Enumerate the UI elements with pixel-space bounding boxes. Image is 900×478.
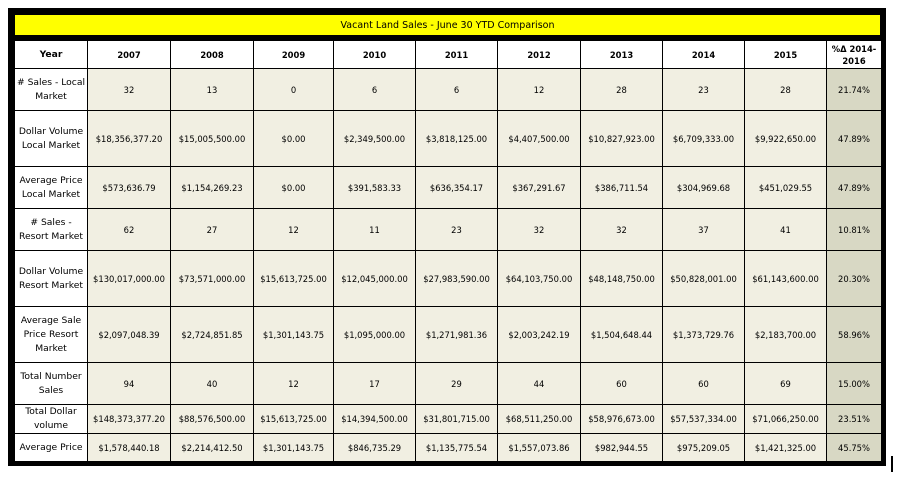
table-cell: $18,356,377.20 bbox=[88, 111, 171, 167]
year-header-2010: 2010 bbox=[334, 41, 416, 69]
table-cell: $1,557,073.86 bbox=[498, 434, 581, 462]
year-header-2008: 2008 bbox=[171, 41, 254, 69]
table-cell: 13 bbox=[171, 69, 254, 111]
table-cell: 32 bbox=[498, 209, 581, 251]
table-cell: 40 bbox=[171, 363, 254, 405]
table-cell: $88,576,500.00 bbox=[171, 405, 254, 434]
table-cell: 60 bbox=[581, 363, 663, 405]
table-title: Vacant Land Sales - June 30 YTD Comparison bbox=[14, 14, 881, 36]
table-cell: 11 bbox=[334, 209, 416, 251]
table-row bbox=[15, 363, 882, 405]
table-cell: $73,571,000.00 bbox=[171, 251, 254, 307]
table-cell: 12 bbox=[254, 209, 334, 251]
pct-change-cell: 23.51% bbox=[827, 405, 882, 434]
pct-change-cell: 15.00% bbox=[827, 363, 882, 405]
table-cell: 29 bbox=[416, 363, 498, 405]
table-cell: $68,511,250.00 bbox=[498, 405, 581, 434]
table-cell: 44 bbox=[498, 363, 581, 405]
table-cell: $4,407,500.00 bbox=[498, 111, 581, 167]
table-cell: $9,922,650.00 bbox=[745, 111, 827, 167]
table-cell: $367,291.67 bbox=[498, 167, 581, 209]
table-cell: $71,066,250.00 bbox=[745, 405, 827, 434]
year-header-2015: 2015 bbox=[745, 41, 827, 69]
table-cell: $1,271,981.36 bbox=[416, 307, 498, 363]
table-cell: $10,827,923.00 bbox=[581, 111, 663, 167]
table-cell: $61,143,600.00 bbox=[745, 251, 827, 307]
table-cell: $15,613,725.00 bbox=[254, 405, 334, 434]
table-cell: $14,394,500.00 bbox=[334, 405, 416, 434]
table-cell: $50,828,001.00 bbox=[663, 251, 745, 307]
table-cell: 32 bbox=[581, 209, 663, 251]
table-cell: $2,003,242.19 bbox=[498, 307, 581, 363]
table-cell: 0 bbox=[254, 69, 334, 111]
table-cell: 69 bbox=[745, 363, 827, 405]
table-cell: $451,029.55 bbox=[745, 167, 827, 209]
header-row bbox=[15, 41, 882, 69]
row-label: # Sales - Local Market bbox=[15, 69, 88, 111]
table-cell: 62 bbox=[88, 209, 171, 251]
pct-change-cell: 21.74% bbox=[827, 69, 882, 111]
year-header-2013: 2013 bbox=[581, 41, 663, 69]
table-cell: 32 bbox=[88, 69, 171, 111]
table-cell: $391,583.33 bbox=[334, 167, 416, 209]
table-cell: $1,095,000.00 bbox=[334, 307, 416, 363]
table-cell: $1,373,729.76 bbox=[663, 307, 745, 363]
table-row bbox=[15, 111, 882, 167]
table-cell: $3,818,125.00 bbox=[416, 111, 498, 167]
table-cell: $31,801,715.00 bbox=[416, 405, 498, 434]
year-header-2009: 2009 bbox=[254, 41, 334, 69]
table-cell: 6 bbox=[334, 69, 416, 111]
table-cell: 12 bbox=[498, 69, 581, 111]
table-row bbox=[15, 69, 882, 111]
table-cell: 23 bbox=[416, 209, 498, 251]
table-cell: $846,735.29 bbox=[334, 434, 416, 462]
table-cell: $2,214,412.50 bbox=[171, 434, 254, 462]
table-cell: 17 bbox=[334, 363, 416, 405]
table-cell: 41 bbox=[745, 209, 827, 251]
table-cell: $975,209.05 bbox=[663, 434, 745, 462]
pct-change-cell: 47.89% bbox=[827, 167, 882, 209]
row-label: Average Sale Price Resort Market bbox=[15, 307, 88, 363]
table-cell: $148,373,377.20 bbox=[88, 405, 171, 434]
table-cell: 94 bbox=[88, 363, 171, 405]
table-cell: $130,017,000.00 bbox=[88, 251, 171, 307]
table-row bbox=[15, 434, 882, 462]
table-cell: $0.00 bbox=[254, 111, 334, 167]
table-cell: $6,709,333.00 bbox=[663, 111, 745, 167]
year-header-2011: 2011 bbox=[416, 41, 498, 69]
table-cell: $2,097,048.39 bbox=[88, 307, 171, 363]
row-label: # Sales - Resort Market bbox=[15, 209, 88, 251]
table-cell: 23 bbox=[663, 69, 745, 111]
year-header-2007: 2007 bbox=[88, 41, 171, 69]
year-header-2014: 2014 bbox=[663, 41, 745, 69]
table-cell: $304,969.68 bbox=[663, 167, 745, 209]
table-cell: 6 bbox=[416, 69, 498, 111]
pct-change-header: %Δ 2014-2016 bbox=[827, 41, 882, 69]
table-cell: $15,005,500.00 bbox=[171, 111, 254, 167]
table-cell: $2,349,500.00 bbox=[334, 111, 416, 167]
table-row bbox=[15, 167, 882, 209]
table-cell: $1,504,648.44 bbox=[581, 307, 663, 363]
pct-change-cell: 45.75% bbox=[827, 434, 882, 462]
table-cell: $0.00 bbox=[254, 167, 334, 209]
pct-change-cell: 58.96% bbox=[827, 307, 882, 363]
table-cell: $636,354.17 bbox=[416, 167, 498, 209]
table-cell: $2,724,851.85 bbox=[171, 307, 254, 363]
row-label: Total Dollar volume bbox=[15, 405, 88, 434]
table-cell: $57,537,334.00 bbox=[663, 405, 745, 434]
table-cell: $1,301,143.75 bbox=[254, 307, 334, 363]
table-cell: $12,045,000.00 bbox=[334, 251, 416, 307]
row-label: Total Number Sales bbox=[15, 363, 88, 405]
table-cell: 27 bbox=[171, 209, 254, 251]
year-header-2012: 2012 bbox=[498, 41, 581, 69]
table-cell: $2,183,700.00 bbox=[745, 307, 827, 363]
row-label: Dollar Volume Resort Market bbox=[15, 251, 88, 307]
table-cell: $15,613,725.00 bbox=[254, 251, 334, 307]
row-label: Average Price Local Market bbox=[15, 167, 88, 209]
table-cell: $1,421,325.00 bbox=[745, 434, 827, 462]
table-cell: $386,711.54 bbox=[581, 167, 663, 209]
year-header: Year bbox=[15, 41, 88, 69]
table-cell: $48,148,750.00 bbox=[581, 251, 663, 307]
row-label: Dollar Volume Local Market bbox=[15, 111, 88, 167]
row-label: Average Price bbox=[15, 434, 88, 462]
table-cell: 37 bbox=[663, 209, 745, 251]
table-row bbox=[15, 209, 882, 251]
table-cell: $64,103,750.00 bbox=[498, 251, 581, 307]
table-row bbox=[15, 251, 882, 307]
table-cell: 12 bbox=[254, 363, 334, 405]
table-cell: $1,578,440.18 bbox=[88, 434, 171, 462]
table-cell: $982,944.55 bbox=[581, 434, 663, 462]
table-row bbox=[15, 405, 882, 434]
sales-table-frame bbox=[8, 8, 886, 466]
table-cell: $1,301,143.75 bbox=[254, 434, 334, 462]
pct-change-cell: 10.81% bbox=[827, 209, 882, 251]
table-cell: $1,154,269.23 bbox=[171, 167, 254, 209]
table-cell: 28 bbox=[745, 69, 827, 111]
text-cursor bbox=[891, 456, 893, 472]
sales-comparison-table bbox=[14, 40, 882, 462]
table-row bbox=[15, 307, 882, 363]
table-cell: $27,983,590.00 bbox=[416, 251, 498, 307]
table-cell: 28 bbox=[581, 69, 663, 111]
pct-change-cell: 20.30% bbox=[827, 251, 882, 307]
table-cell: 60 bbox=[663, 363, 745, 405]
table-cell: $1,135,775.54 bbox=[416, 434, 498, 462]
table-cell: $573,636.79 bbox=[88, 167, 171, 209]
pct-change-cell: 47.89% bbox=[827, 111, 882, 167]
table-cell: $58,976,673.00 bbox=[581, 405, 663, 434]
